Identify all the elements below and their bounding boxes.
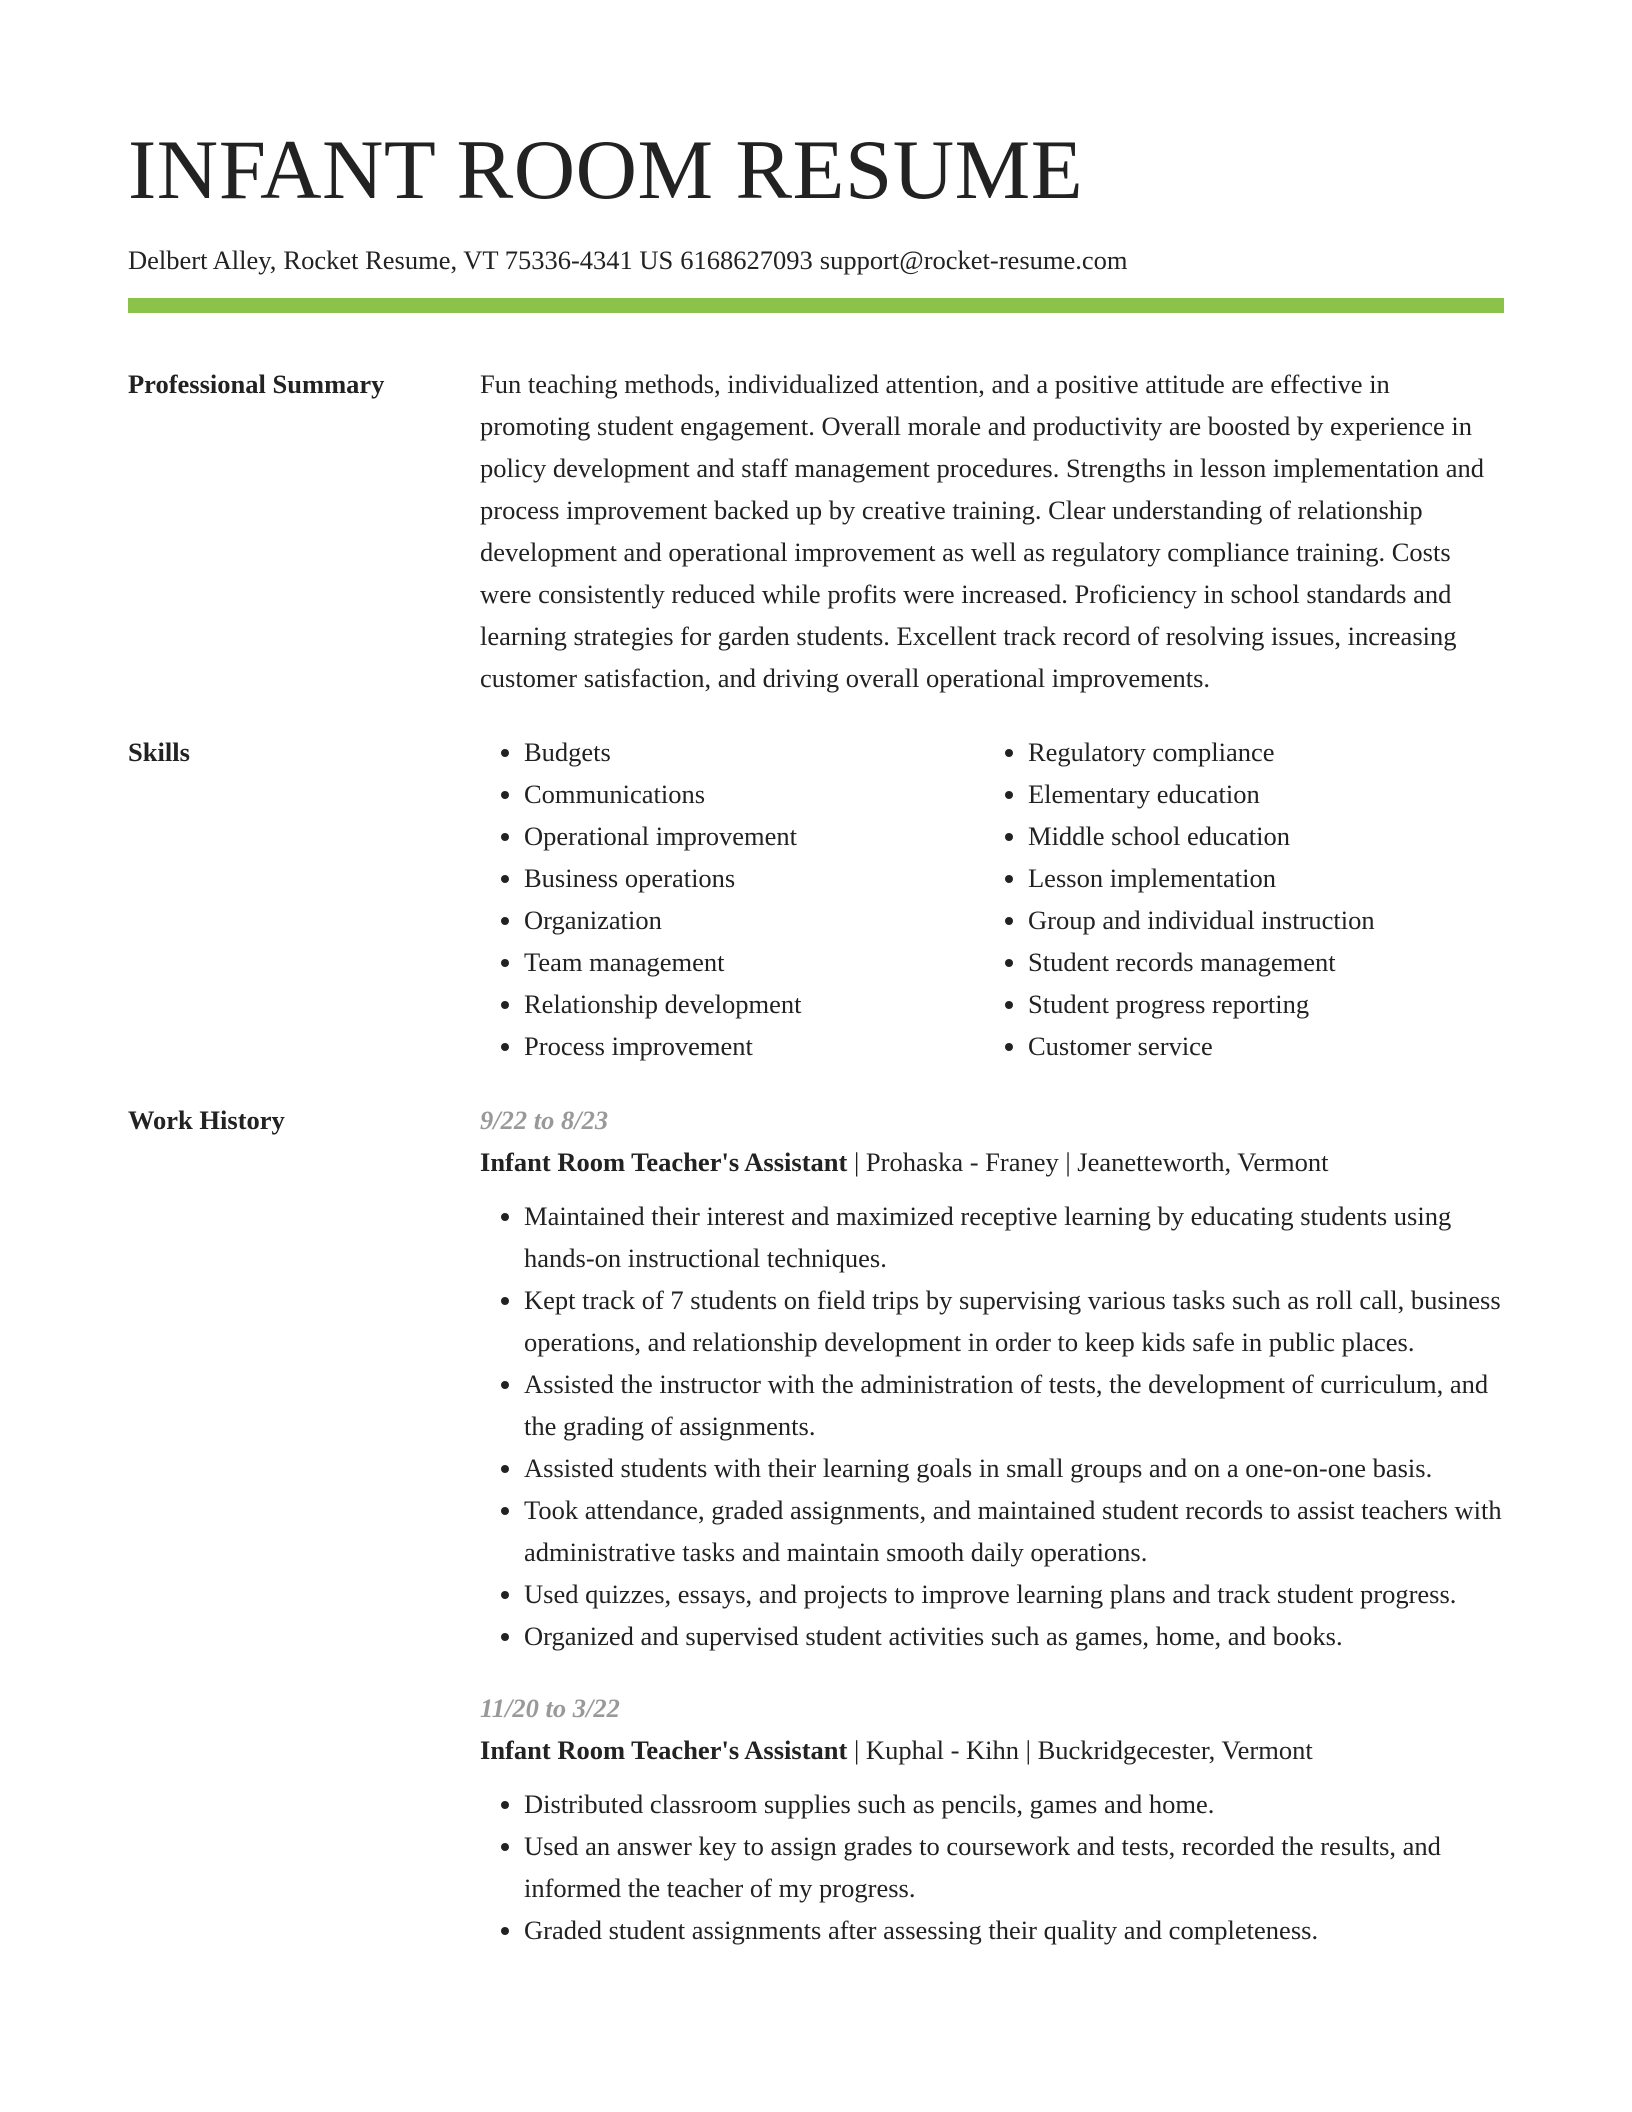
contact-name: Delbert Alley, — [128, 245, 277, 275]
job-bullet: • Used quizzes, essays, and projects to improve learning plans and track student progress. — [524, 1573, 1504, 1615]
skills-list-left — [480, 731, 984, 1067]
job-bullet: • Kept track of 7 students on field trips by supervising various tasks such as roll call, business operations, and relationship development in order to keep kids safe in public places. — [524, 1279, 1504, 1363]
job-dates: 11/20 to 3/22 — [480, 1693, 620, 1723]
skill-item: • Student progress reporting — [1028, 983, 1488, 1025]
skill-item: • Lesson implementation — [1028, 857, 1488, 899]
contact-email[interactable]: support@rocket-resume.com — [819, 245, 1128, 275]
skill-item: • Elementary education — [1028, 773, 1488, 815]
job-title: Infant Room Teacher's Assistant — [480, 1735, 848, 1765]
section-title-summary: Professional Summary — [128, 369, 385, 399]
job-dates: 9/22 to 8/23 — [480, 1105, 609, 1135]
skill-item: • Relationship development — [524, 983, 984, 1025]
skill-item: • Organization — [524, 899, 984, 941]
job-title: Infant Room Teacher's Assistant — [480, 1147, 848, 1177]
job-bullets — [480, 1195, 1504, 1657]
skills-list-right — [984, 731, 1488, 1067]
job-bullet: • Used an answer key to assign grades to coursework and tests, recorded the results, and informed the teacher of my progress. — [524, 1825, 1504, 1909]
skill-item: • Customer service — [1028, 1025, 1488, 1067]
contact-phone: 6168627093 — [680, 245, 813, 275]
job-bullet: • Maintained their interest and maximized receptive learning by educating students using hands-on instructional techniques. — [524, 1195, 1504, 1279]
job-heading — [480, 1729, 1504, 1771]
skill-item: • Group and individual instruction — [1028, 899, 1488, 941]
skill-item: • Communications — [524, 773, 984, 815]
job-bullet: • Organized and supervised student activities such as games, home, and books. — [524, 1615, 1504, 1657]
job-details: | Kuphal - Kihn | Buckridgecester, Vermont — [847, 1735, 1313, 1765]
section-title-work-history: Work History — [128, 1105, 285, 1135]
job-entry — [480, 1687, 1504, 1951]
job-bullet: • Assisted the instructor with the administration of tests, the development of curriculum, and the grading of assignments. — [524, 1363, 1504, 1447]
job-heading — [480, 1141, 1504, 1183]
job-bullet: • Distributed classroom supplies such as pencils, games and home. — [524, 1783, 1504, 1825]
skill-item: • Budgets — [524, 731, 984, 773]
job-entry — [480, 1099, 1504, 1657]
skill-item: • Student records management — [1028, 941, 1488, 983]
job-bullets — [480, 1783, 1504, 1951]
resume-title: INFANT ROOM RESUME — [128, 123, 1084, 217]
job-details: | Prohaska - Franey | Jeanetteworth, Vermont — [847, 1147, 1329, 1177]
job-bullet: • Assisted students with their learning goals in small groups and on a one-on-one basis. — [524, 1447, 1504, 1489]
header-divider — [128, 298, 1504, 313]
skill-item: • Operational improvement — [524, 815, 984, 857]
skill-item: • Process improvement — [524, 1025, 984, 1067]
section-title-skills: Skills — [128, 737, 190, 767]
skill-item: • Team management — [524, 941, 984, 983]
summary-text: Fun teaching methods, individualized attention, and a positive attitude are effective in promoting student engagement. Overall morale and productivity are boosted by experience in policy development and staff management procedures. Strengths in lesson implementation and process improvement backed up by creative training. Clear understanding of relationship development and operational improvement as well as regulatory compliance training. Costs were consistently reduced while profits were increased. Proficiency in school standards and learning strategies for garden students. Excellent track record of resolving issues, increasing customer satisfaction, and driving overall operational improvements. — [480, 369, 1485, 693]
skill-item: • Business operations — [524, 857, 984, 899]
skill-item: • Middle school education — [1028, 815, 1488, 857]
work-history-section — [128, 1099, 1504, 1979]
job-bullet: • Graded student assignments after assessing their quality and completeness. — [524, 1909, 1504, 1951]
job-bullet: • Took attendance, graded assignments, and maintained student records to assist teachers with administrative tasks and maintain smooth daily operations. — [524, 1489, 1504, 1573]
resume-page — [128, 0, 1504, 1979]
contact-address: Rocket Resume, VT 75336-4341 US — [283, 245, 674, 275]
summary-section — [128, 363, 1504, 699]
contact-line — [128, 244, 1504, 276]
skills-section — [128, 731, 1504, 1067]
skill-item: • Regulatory compliance — [1028, 731, 1488, 773]
